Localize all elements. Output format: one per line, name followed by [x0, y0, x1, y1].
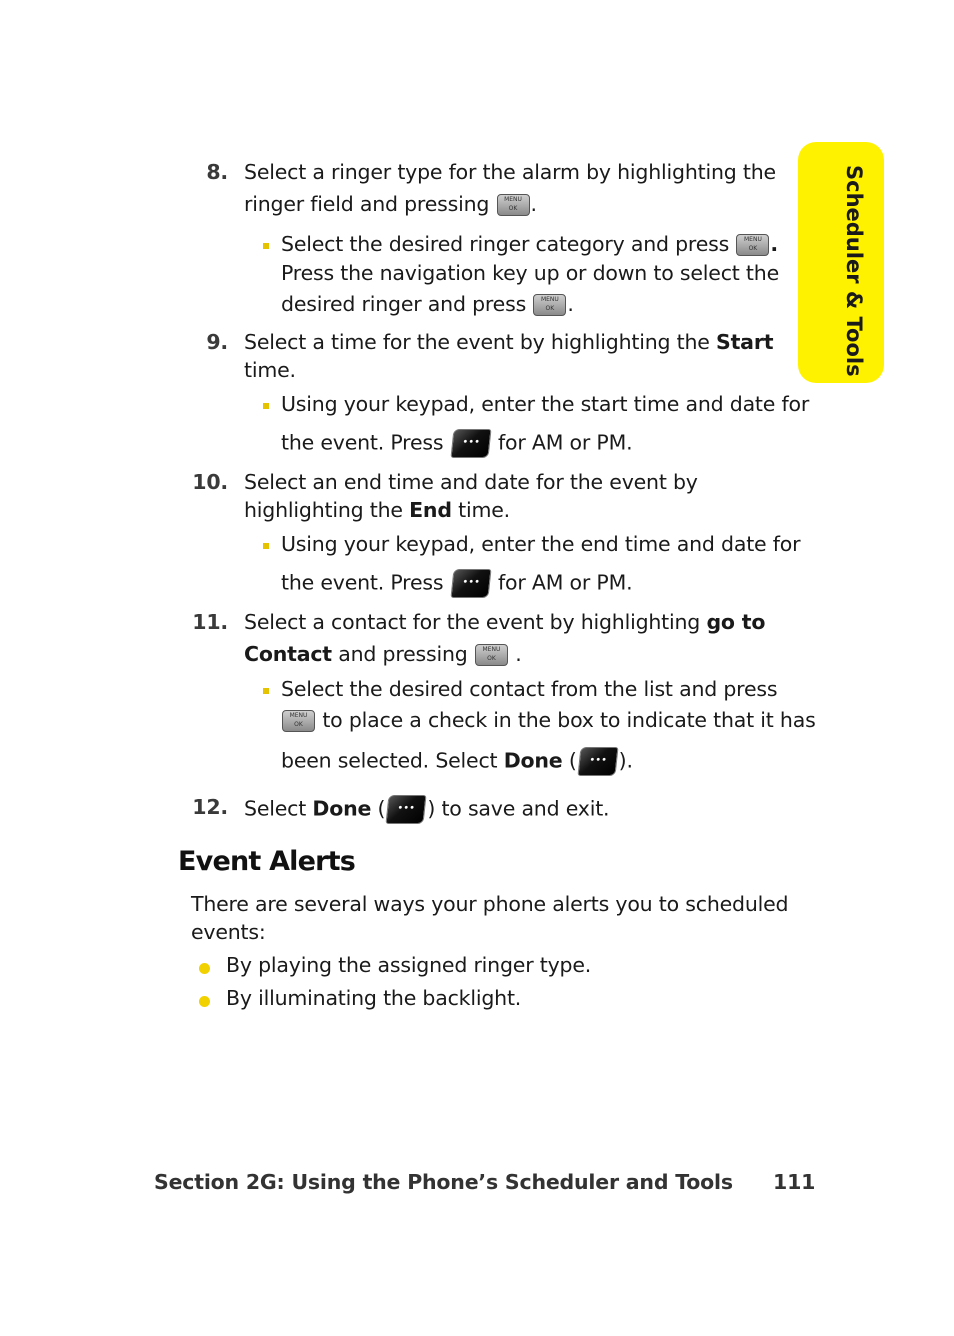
step-11-number: 11. [192, 610, 228, 634]
bullet-marker [199, 996, 210, 1007]
step-8-line2: ringer field and pressing MENU OK . [244, 192, 537, 216]
step-8-bullet-line1: Select the desired ringer category and press MENU OK . [281, 232, 778, 256]
menu-ok-key-icon [282, 710, 315, 732]
section-bullet-2: By illuminating the backlight. [226, 986, 522, 1010]
step-9-number: 9. [206, 330, 228, 354]
bullet-marker [263, 543, 269, 549]
section-intro-line2: events: [191, 920, 266, 944]
step-9-line1: Select a time for the event by highlighting the Start [244, 330, 774, 354]
softkey-options-icon [450, 429, 491, 458]
bullet-marker [263, 243, 269, 249]
step-8-bullet-line2: Press the navigation key up or down to select the [281, 261, 779, 285]
step-9-bullet-line2: the event. Press ••• for AM or PM. [281, 429, 632, 458]
footer-page-number: 111 [773, 1170, 816, 1194]
menu-ok-key-icon [475, 644, 508, 666]
step-12-line: Select Done (••• ) to save and exit. [244, 795, 609, 824]
step-8-line1: Select a ringer type for the alarm by highlighting the [244, 160, 776, 184]
bullet-marker [263, 688, 269, 694]
step-11-bullet-line3: been selected. Select Done (••• ). [281, 747, 633, 776]
step-12-number: 12. [192, 795, 228, 819]
step-10-bullet-line1: Using your keypad, enter the end time and date for [281, 532, 801, 556]
step-10-line1: Select an end time and date for the event by [244, 470, 698, 494]
step-8-number: 8. [206, 160, 228, 184]
menu-ok-key-icon [736, 234, 769, 256]
step-10-number: 10. [192, 470, 228, 494]
step-9-line2: time. [244, 358, 296, 382]
menu-ok-key-icon [497, 194, 530, 216]
section-intro-line1: There are several ways your phone alerts you to scheduled [191, 892, 789, 916]
bullet-marker [263, 403, 269, 409]
bullet-marker [199, 963, 210, 974]
step-10-line2: highlighting the End time. [244, 498, 510, 522]
section-heading: Event Alerts [178, 846, 356, 877]
step-9-bullet-line1: Using your keypad, enter the start time and date for [281, 392, 810, 416]
side-tab-label: Scheduler & Tools [842, 165, 866, 377]
footer-section-title: Section 2G: Using the Phone’s Scheduler and Tools [154, 1170, 733, 1194]
step-11-bullet-line1: Select the desired contact from the list and press [281, 677, 778, 701]
step-8-bullet-line3: desired ringer and press MENU OK . [281, 292, 574, 316]
softkey-options-icon [577, 747, 618, 776]
softkey-options-icon [386, 795, 427, 824]
section-bullet-1: By playing the assigned ringer type. [226, 953, 592, 977]
menu-ok-key-icon [533, 294, 566, 316]
step-11-bullet-line2: MENU OK to place a check in the box to indicate that it has [281, 708, 816, 732]
softkey-options-icon [450, 569, 491, 598]
side-tab [798, 142, 884, 383]
step-11-line2: Contact and pressing MENU OK . [244, 642, 522, 666]
step-11-line1: Select a contact for the event by highlighting go to [244, 610, 766, 634]
step-10-bullet-line2: the event. Press ••• for AM or PM. [281, 569, 632, 598]
